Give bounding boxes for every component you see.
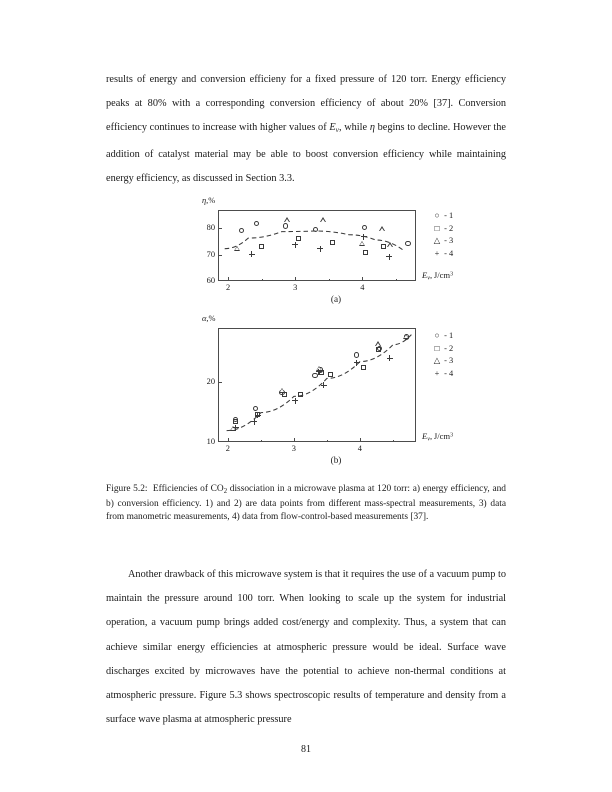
chart-b-point-series-4: [251, 419, 257, 425]
chart-a-point-series-4: [249, 251, 255, 257]
legend-item-2: [432, 223, 453, 236]
legend-item-3: [432, 235, 453, 248]
paragraph-top: [106, 68, 506, 191]
chart-b-xtick-2: 2: [225, 444, 230, 453]
legend-label-2: - 2: [444, 223, 454, 233]
legend-item-2: [432, 343, 453, 356]
chart-a-xtick-mark: [295, 277, 296, 281]
legend-label-2: - 2: [444, 343, 454, 353]
chart-b-xtick-minor: [393, 440, 394, 443]
legend-label-4: - 4: [444, 368, 454, 378]
chart-a-point-series-1: [405, 241, 410, 246]
chart-a-point-series-4: [317, 246, 323, 252]
legend-item-3: [432, 355, 453, 368]
chart-a-point-series-4: [292, 242, 298, 248]
paragraph-top-text: results of energy and conversion efficieny for a fixed pressure of 120 torr. Energy efficiency peaks at 80% with a corresponding conversion efficiency of about 20% [37]. Conversion efficiency continues to increase with higher values of $E_v$, while η begins to decline. However the addition of catalyst material may be able to boost conversion efficiency while maintaining energy efficiency, as discussed in Section 3.3.: [106, 74, 506, 184]
chart-a-ytick-70: 70: [206, 249, 215, 259]
chart-a-subcaption: (a): [330, 294, 342, 304]
triangle-marker-icon: △: [433, 356, 441, 366]
chart-b-point-series-4: [321, 382, 327, 388]
chart-b-point-series-3: [403, 334, 409, 339]
chart-b-ytick-10: 10: [206, 437, 215, 446]
chart-b-xtick-mark: [360, 438, 361, 442]
page-number: 81: [301, 744, 311, 755]
chart-b-ytick-20: 20: [206, 377, 215, 386]
chart-a-ytick-60: 60: [206, 276, 215, 285]
chart-a-ytick-80: 80: [206, 223, 215, 233]
chart-b-xtick-minor: [261, 440, 262, 443]
chart-a-point-series-2: [296, 236, 301, 241]
chart-b-point-series-2: [376, 347, 381, 352]
square-marker-icon: □: [434, 343, 440, 353]
legend-item-4: [432, 248, 453, 261]
chart-a-xtick-2: 2: [225, 283, 231, 292]
figure-caption-label: Figure 5.2:: [106, 484, 148, 494]
chart-a-point-series-1: [283, 223, 288, 228]
chart-b-point-series-1: [354, 352, 359, 357]
chart-b-legend: [432, 330, 453, 380]
legend-label-1: - 1: [444, 211, 454, 220]
chart-a-ytick-mark: [218, 255, 222, 256]
chart-b-ytick-mark: [218, 382, 222, 383]
chart-a-xtick-4: 4: [360, 283, 365, 292]
chart-a-point-series-1: [313, 227, 318, 232]
chart-a-point-series-2: [330, 240, 335, 245]
chart-a-xtick-minor: [396, 279, 397, 282]
chart-a-point-series-3: [387, 242, 393, 247]
chart-a-point-series-2: [363, 250, 368, 255]
chart-b-point-series-4: [292, 398, 298, 404]
chart-a-legend: [432, 210, 453, 260]
chart-a-point-series-3: [320, 217, 326, 222]
chart-b-point-series-2: [298, 392, 303, 397]
triangle-marker-icon: △: [433, 236, 441, 246]
chart-b-point-series-4: [354, 360, 360, 366]
chart-b-xtick-4: 4: [357, 444, 362, 453]
chart-b-point-series-2: [328, 372, 333, 377]
legend-item-1: [432, 330, 453, 343]
chart-a-xtick-3: 3: [293, 283, 298, 292]
chart-a-point-series-3: [379, 226, 385, 231]
chart-a-xlabel: $E_v$, $J/cm^3$: [422, 270, 454, 282]
circle-marker-icon: ○: [434, 211, 440, 220]
chart-b-point-series-3: [375, 341, 381, 346]
chart-b-point-series-4: [316, 369, 322, 375]
legend-label-3: - 3: [444, 356, 454, 366]
figure-caption: Figure 5.2: Efficiencies of $CO_2$ dissociation in a microwave plasma at 120 torr: a) energy efficiency, and b) conversion efficiency. 1) and 2) are data points from different mass-spectral measurements, 3) data from manometric measurements, 4) data from flow-control-based measurements [37].: [106, 484, 506, 523]
chart-a-point-series-4: [386, 254, 392, 260]
chart-a-point-series-3: [284, 217, 290, 222]
chart-b-point-series-4: [387, 355, 393, 361]
chart-a-point-series-3: [234, 246, 240, 251]
chart-a-point-series-3: [359, 241, 365, 246]
chart-b-xtick-mark: [294, 438, 295, 442]
legend-label-3: - 3: [444, 236, 454, 246]
chart-b-point-series-3: [279, 388, 285, 393]
paragraph-bottom-text: Another drawback of this microwave system is that it requires the use of a vacuum pump to maintain the pressure around 100 torr. When looking to scale up the system for industrial operation, a vacuum pump brings added cost/energy and complexity. Thus, a system that can achieve similar energy efficiencies at atmospheric pressure would be ideal. Surface wave discharges excited by microwaves have the potential to achieve non-thermal conditions at atmospheric pressure. Figure 5.3 shows spectroscopic results of temperature and density from a surface wave plasma at atmospheric pressure: [106, 569, 506, 726]
circle-marker-icon: ○: [434, 331, 440, 340]
legend-label-4: - 4: [444, 248, 454, 258]
legend-item-4: [432, 368, 453, 381]
plus-marker-icon: +: [434, 368, 440, 378]
chart-a-point-series-2: [259, 244, 264, 249]
chart-b-xtick-minor: [327, 440, 328, 443]
chart-b: [196, 314, 476, 474]
chart-a-xtick-minor: [262, 279, 263, 282]
chart-b-point-series-4: [233, 425, 239, 431]
chart-b-point-series-2: [361, 365, 366, 370]
chart-a-ytick-mark: [218, 228, 222, 229]
chart-a-ylabel: η,%: [202, 196, 216, 205]
chart-b-xlabel: $E_v$, $J/cm^3$: [422, 431, 454, 443]
chart-b-subcaption: (b): [330, 455, 342, 465]
chart-a-point-series-1: [254, 221, 259, 226]
chart-b-point-series-2: [233, 419, 238, 424]
chart-b-point-series-4: [255, 412, 261, 418]
legend-label-1: - 1: [444, 331, 454, 340]
chart-a-point-series-4: [361, 234, 367, 240]
chart-b-plot-area: [218, 328, 416, 442]
plus-marker-icon: +: [434, 248, 440, 258]
chart-a: [196, 196, 476, 311]
chart-b-ylabel: α,%: [202, 314, 216, 323]
legend-item-1: [432, 210, 453, 223]
chart-a-point-series-2: [381, 244, 386, 249]
chart-a-xtick-minor: [329, 279, 330, 282]
chart-b-xtick-mark: [228, 438, 229, 442]
square-marker-icon: □: [434, 223, 440, 233]
chart-a-xtick-mark: [362, 277, 363, 281]
chart-a-xtick-mark: [228, 277, 229, 281]
paragraph-bottom: [106, 563, 506, 732]
chart-b-xtick-3: 3: [291, 444, 296, 453]
